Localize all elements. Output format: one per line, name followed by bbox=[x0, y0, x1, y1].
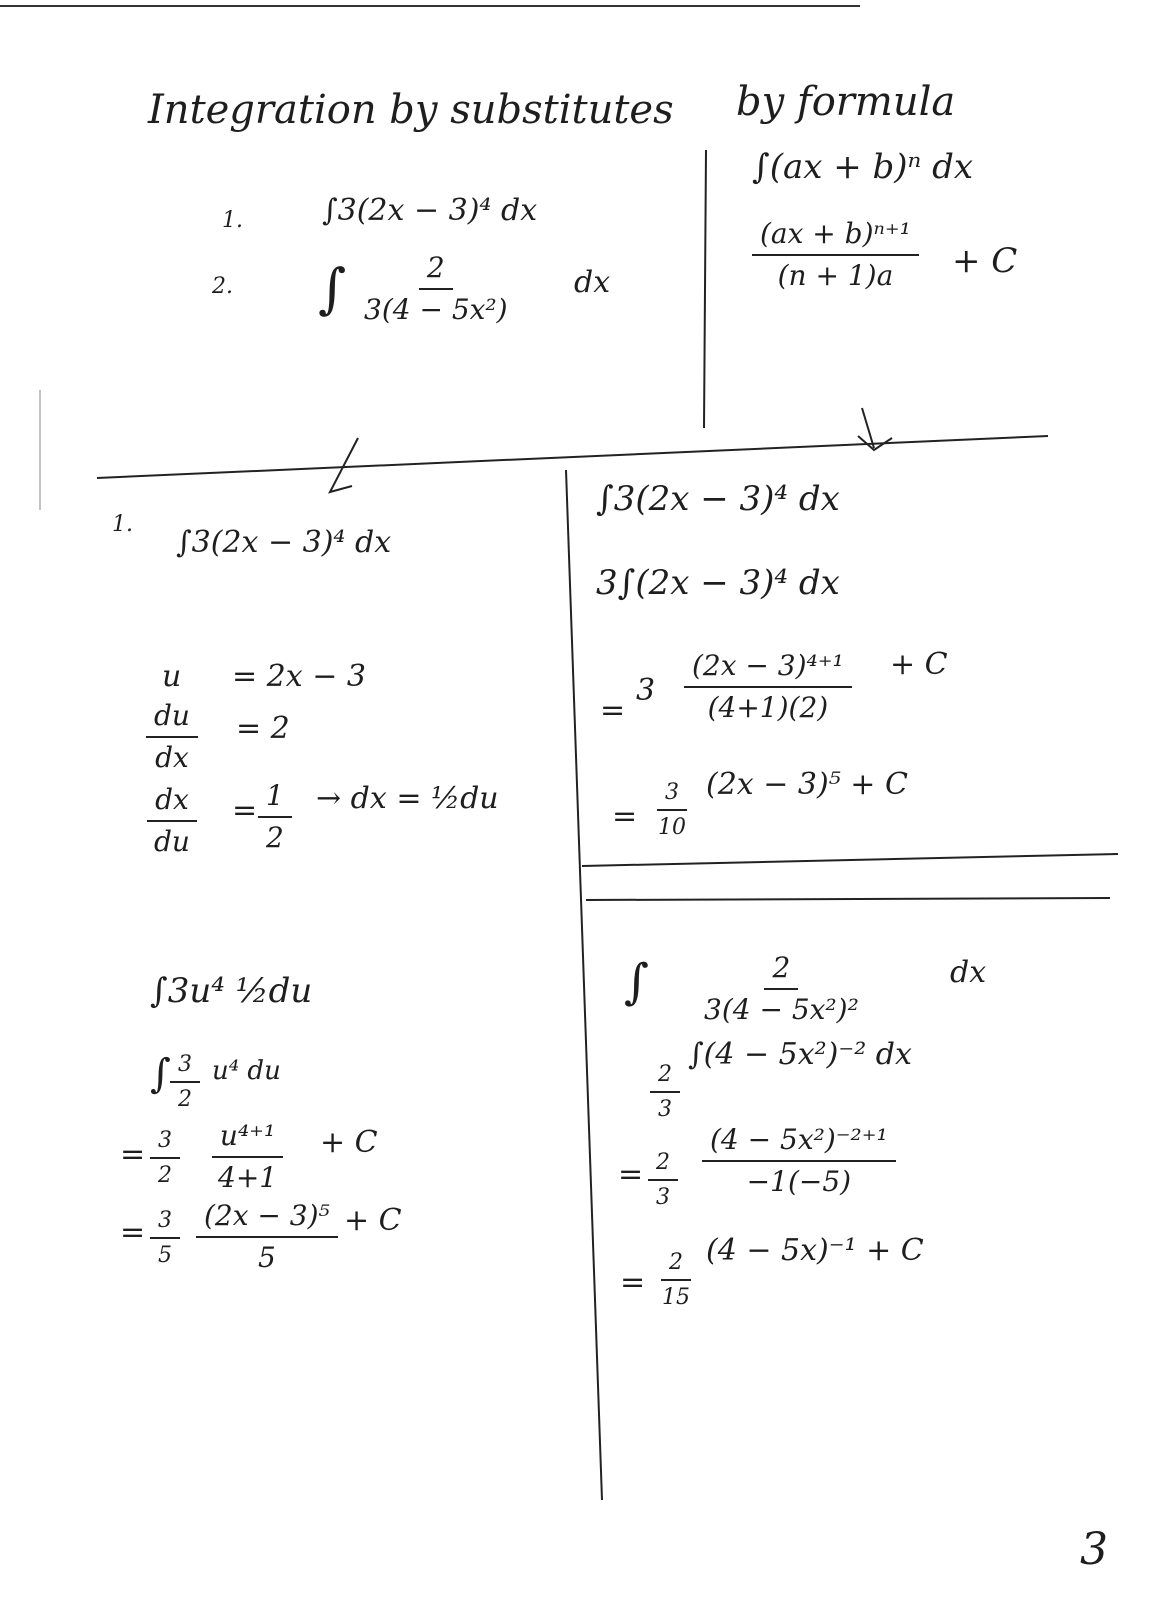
formula-1-line-4-fraction bbox=[650, 780, 694, 841]
half-numerator: 1 bbox=[258, 780, 292, 818]
horizontal-divider-main bbox=[97, 436, 1048, 478]
formula-2-line-3-equals: = bbox=[618, 1157, 644, 1192]
dx-substitution: → dx = ½du bbox=[316, 781, 499, 816]
formula-1-line-3-coef: 3 bbox=[636, 673, 656, 708]
formula-1-line-4-denominator: 10 bbox=[658, 815, 686, 841]
substitution-step-4-equals: = bbox=[120, 1215, 146, 1250]
formula-2-line-3-fraction bbox=[702, 1124, 896, 1198]
step-4-coef-numerator: 3 bbox=[150, 1208, 180, 1239]
formula-1-line-4-numerator: 3 bbox=[657, 780, 687, 811]
substitution-step-4-coef bbox=[150, 1208, 180, 1269]
page-number: 3 bbox=[1080, 1524, 1108, 1575]
formula-1-line-3-fraction bbox=[684, 650, 852, 724]
problem-2-numerator: 2 bbox=[419, 252, 453, 290]
formula-1-line-3-numerator: (2x − 3)⁴⁺¹ bbox=[684, 650, 852, 688]
formula-2-line-4-equals: = bbox=[620, 1265, 646, 1300]
formula-heading: by formula bbox=[736, 79, 956, 125]
arrow-left-icon bbox=[330, 438, 358, 492]
half-fraction bbox=[258, 780, 292, 854]
du-dx-numerator: du bbox=[146, 700, 198, 738]
page-title: Integration by substitutes bbox=[148, 87, 674, 133]
problem-1-label: 1. bbox=[222, 208, 243, 233]
step-3-coef-denominator: 2 bbox=[158, 1163, 172, 1189]
problem-2-denominator: 3(4 − 5x²) bbox=[364, 293, 508, 327]
step-2-coef-denominator: 2 bbox=[178, 1087, 192, 1113]
formula-1-line-3-tail: + C bbox=[890, 647, 948, 682]
substitution-step-4-tail: + C bbox=[344, 1203, 402, 1238]
formula-2-line-4-tail: (4 − 5x)⁻¹ + C bbox=[706, 1233, 924, 1268]
step-4-coef-denominator: 5 bbox=[158, 1243, 172, 1269]
formula-2-line-2-numerator: 2 bbox=[650, 1062, 680, 1093]
formula-2-line-3-numerator: (4 − 5x²)⁻²⁺¹ bbox=[702, 1124, 896, 1162]
dx-du-denominator: du bbox=[154, 825, 190, 859]
formula-1-line-4-tail: (2x − 3)⁵ + C bbox=[706, 767, 908, 802]
substitution-step-3-tail: + C bbox=[320, 1125, 378, 1160]
substitution-step-1: ∫3u⁴ ½du bbox=[150, 971, 313, 1011]
formula-2-line-1-denominator: 3(4 − 5x²)² bbox=[704, 993, 859, 1027]
dx-du-fraction bbox=[146, 784, 198, 858]
formula-2-line-1-numerator: 2 bbox=[764, 952, 798, 990]
formula-2-line-3-denominator: −1(−5) bbox=[746, 1165, 852, 1199]
formula-1-line-1: ∫3(2x − 3)⁴ dx bbox=[596, 479, 840, 519]
formula-2-line-1-fraction bbox=[696, 952, 867, 1026]
step-4-numerator: (2x − 3)⁵ bbox=[196, 1200, 338, 1238]
substitution-step-2-coef bbox=[170, 1052, 200, 1113]
formula-integral: ∫(ax + b)ⁿ dx bbox=[752, 147, 974, 187]
step-3-coef-numerator: 3 bbox=[150, 1128, 180, 1159]
substitution-step-3-fraction bbox=[210, 1120, 285, 1194]
problem-2-integral-sign: ∫ bbox=[318, 257, 347, 320]
step-2-coef-numerator: 3 bbox=[170, 1052, 200, 1083]
horizontal-divider-right bbox=[586, 898, 1110, 900]
formula-1-line-3-equals: = bbox=[600, 693, 626, 728]
formula-result-denominator: (n + 1)a bbox=[777, 259, 894, 293]
formula-2-line-4-numerator: 2 bbox=[661, 1250, 691, 1281]
dx-du-equals: = bbox=[232, 793, 258, 828]
vertical-divider-main bbox=[566, 470, 602, 1500]
formula-1-line-3-denominator: (4+1)(2) bbox=[707, 691, 829, 725]
formula-2-line-2-denominator: 3 bbox=[658, 1097, 672, 1123]
dx-du-numerator: dx bbox=[147, 784, 197, 822]
formula-2-line-4-denominator: 15 bbox=[662, 1285, 690, 1311]
u-definition-lhs: u bbox=[162, 659, 182, 694]
du-dx-denominator: dx bbox=[155, 741, 189, 775]
formula-2-line-4-fraction bbox=[654, 1250, 698, 1311]
step-4-denominator: 5 bbox=[257, 1241, 276, 1275]
formula-result-tail: + C bbox=[952, 241, 1018, 281]
substitution-label: 1. bbox=[112, 512, 133, 537]
formula-2-line-1-dx: dx bbox=[950, 955, 987, 990]
substitution-integral: ∫3(2x − 3)⁴ dx bbox=[176, 525, 392, 560]
problem-2-fraction bbox=[356, 252, 516, 326]
formula-1-line-4-equals: = bbox=[612, 799, 638, 834]
substitution-step-3-equals: = bbox=[120, 1137, 146, 1172]
problem-2-dx: dx bbox=[574, 265, 611, 300]
substitution-step-2-integral: ∫ bbox=[150, 1051, 171, 1097]
formula-2-line-2-coef bbox=[650, 1062, 680, 1123]
formula-result-fraction bbox=[752, 218, 919, 292]
formula-2-line-2-tail: ∫(4 − 5x²)⁻² dx bbox=[688, 1037, 912, 1072]
substitution-step-3-coef bbox=[150, 1128, 180, 1189]
formula-2-line-3-coef-numerator: 2 bbox=[648, 1150, 678, 1181]
problem-2-label: 2. bbox=[212, 274, 233, 299]
substitution-step-4-fraction bbox=[196, 1200, 338, 1274]
formula-1-line-2: 3∫(2x − 3)⁴ dx bbox=[596, 563, 840, 603]
formula-2-line-1-integral: ∫ bbox=[624, 954, 650, 1010]
step-3-denominator: 4+1 bbox=[218, 1161, 278, 1195]
u-definition-rhs: = 2x − 3 bbox=[232, 659, 366, 694]
formula-result-numerator: (ax + b)ⁿ⁺¹ bbox=[752, 218, 919, 256]
substitution-step-2-tail: u⁴ du bbox=[212, 1056, 281, 1086]
vertical-divider-top bbox=[704, 150, 706, 428]
formula-2-line-3-coef-denominator: 3 bbox=[656, 1185, 670, 1211]
vertical-divider-right bbox=[582, 854, 1118, 866]
step-3-numerator: u⁴⁺¹ bbox=[212, 1120, 283, 1158]
problem-1-expression: ∫3(2x − 3)⁴ dx bbox=[322, 193, 538, 228]
half-denominator: 2 bbox=[266, 821, 284, 855]
formula-2-line-3-coef bbox=[648, 1150, 678, 1211]
du-dx-fraction bbox=[146, 700, 198, 774]
du-dx-rhs: = 2 bbox=[236, 711, 290, 746]
